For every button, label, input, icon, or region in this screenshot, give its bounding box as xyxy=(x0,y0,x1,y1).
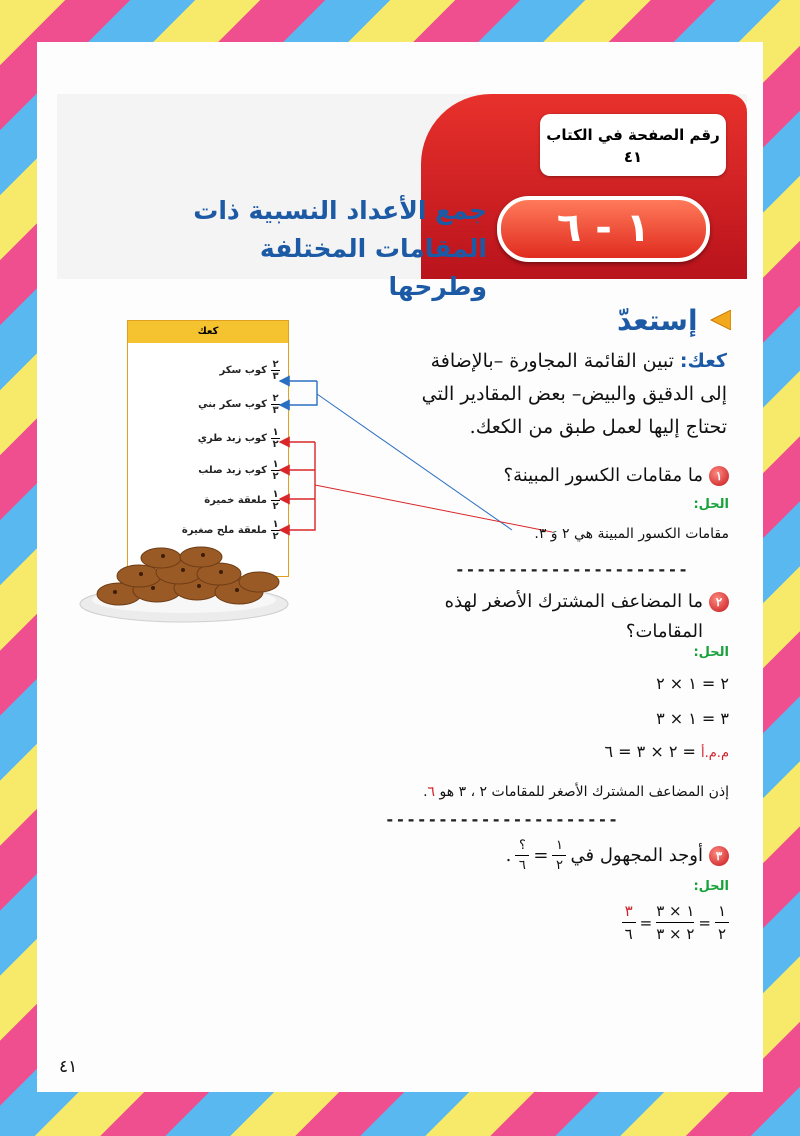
lesson-title-line2: المقامات المختلفة وطرحها xyxy=(259,234,487,301)
question-2-text-line2: المقامات؟ xyxy=(625,621,703,642)
recipe-title: كعك xyxy=(128,321,288,343)
recipe-fraction: $\frac{٢}{٣}$ xyxy=(272,359,279,382)
solution-label-2: الحل: xyxy=(693,645,729,660)
recipe-fraction: $\frac{٢}{٣}$ xyxy=(272,393,279,416)
recipe-item-label: كوب زبد صلب xyxy=(198,465,267,476)
conclusion-line xyxy=(423,784,729,800)
question-3-text: أوجد المجهول في xyxy=(570,845,703,866)
step-line-1: ٢ = ١ × ٢ xyxy=(656,674,729,693)
recipe-item-label: كوب سكر بني xyxy=(198,399,267,410)
question-3 xyxy=(506,838,729,873)
page-reference-label: رقم الصفحة في الكتاب xyxy=(546,126,720,144)
solution-label-1: الحل: xyxy=(693,497,729,512)
conclusion-period: . xyxy=(423,784,428,800)
lcm-line xyxy=(604,742,729,761)
separator-1: ---------------------- xyxy=(455,560,689,579)
recipe-item-label: ملعقة ملح صغيرة xyxy=(181,525,267,536)
question-2-text-line1: ما المضاعف المشترك الأصغر لهذه xyxy=(444,591,703,612)
question-number-1: ١ xyxy=(709,466,729,486)
solution-label-3: الحل: xyxy=(693,879,729,894)
equation-equals: = xyxy=(533,845,549,866)
fraction-expanded: $\frac{١ \times ٣}{٢ \times ٣}$ xyxy=(656,902,695,943)
question-1 xyxy=(504,465,729,486)
recipe-item-label: كوب زبد طري xyxy=(197,433,267,444)
recipe-fraction: $\frac{١}{٢}$ xyxy=(272,489,279,512)
recipe-item-label: كوب سكر xyxy=(219,365,267,376)
recipe-fraction: $\frac{١}{٢}$ xyxy=(272,427,279,450)
lesson-title-line1: جمع الأعداد النسبية ذات xyxy=(193,196,487,225)
separator-2: ---------------------- xyxy=(385,810,619,829)
intro-text: تبين القائمة المجاورة –بالإضافة إلى الدقيق والبيض– بعض المقادير التي تحتاج إليها لعمل طبق من الكعك. xyxy=(421,350,727,438)
question-number-3: ٣ xyxy=(709,846,729,866)
fraction-result: $\frac{٣}{٦}$ xyxy=(622,902,636,943)
lcm-label: م.م.أ xyxy=(701,746,729,761)
fraction-one-half: $\frac{١}{٢}$ xyxy=(715,902,729,943)
lesson-number: ١ - ٦ xyxy=(497,196,710,262)
step-line-2: ٣ = ١ × ٣ xyxy=(656,709,729,728)
conclusion-text: إذن المضاعف المشترك الأصغر للمقامات ٢ ، ٣ هو xyxy=(439,784,729,800)
recipe-fraction: $\frac{١}{٢}$ xyxy=(272,519,279,542)
question-2 xyxy=(439,587,729,647)
lcm-expression: = ٢ × ٣ = ٦ xyxy=(604,742,696,761)
intro-keyword: كعك: xyxy=(679,350,727,372)
red-pointer-line xyxy=(315,485,552,532)
solution-3-equation xyxy=(618,902,733,943)
equation-period: . xyxy=(505,845,512,866)
prepare-heading: إستعدّ xyxy=(617,304,698,337)
conclusion-value: ٦ xyxy=(427,784,436,800)
red-arrow xyxy=(280,442,315,530)
page xyxy=(37,42,763,1092)
recipe-item-label: ملعقة خميرة xyxy=(204,495,267,506)
equals-sign: = xyxy=(639,913,653,932)
page-number: ٤١ xyxy=(59,1057,78,1077)
question-1-text: ما مقامات الكسور المبينة؟ xyxy=(503,465,703,486)
page-reference-number: ٤١ xyxy=(623,148,643,166)
answer-1: مقامات الكسور المبينة هي ٢ وَ ٣. xyxy=(534,526,729,542)
question-number-2: ٢ xyxy=(709,592,729,612)
blue-arrow xyxy=(280,381,317,405)
recipe-fraction: $\frac{١}{٢}$ xyxy=(272,459,279,482)
equals-sign: = xyxy=(698,913,711,932)
cookies-plate-illustration xyxy=(79,542,289,624)
equation-left-fraction: $\frac{١}{٢}$ xyxy=(552,838,566,873)
blue-pointer-line xyxy=(317,394,512,530)
equation-right-fraction: $\frac{؟}{٦}$ xyxy=(515,838,529,873)
